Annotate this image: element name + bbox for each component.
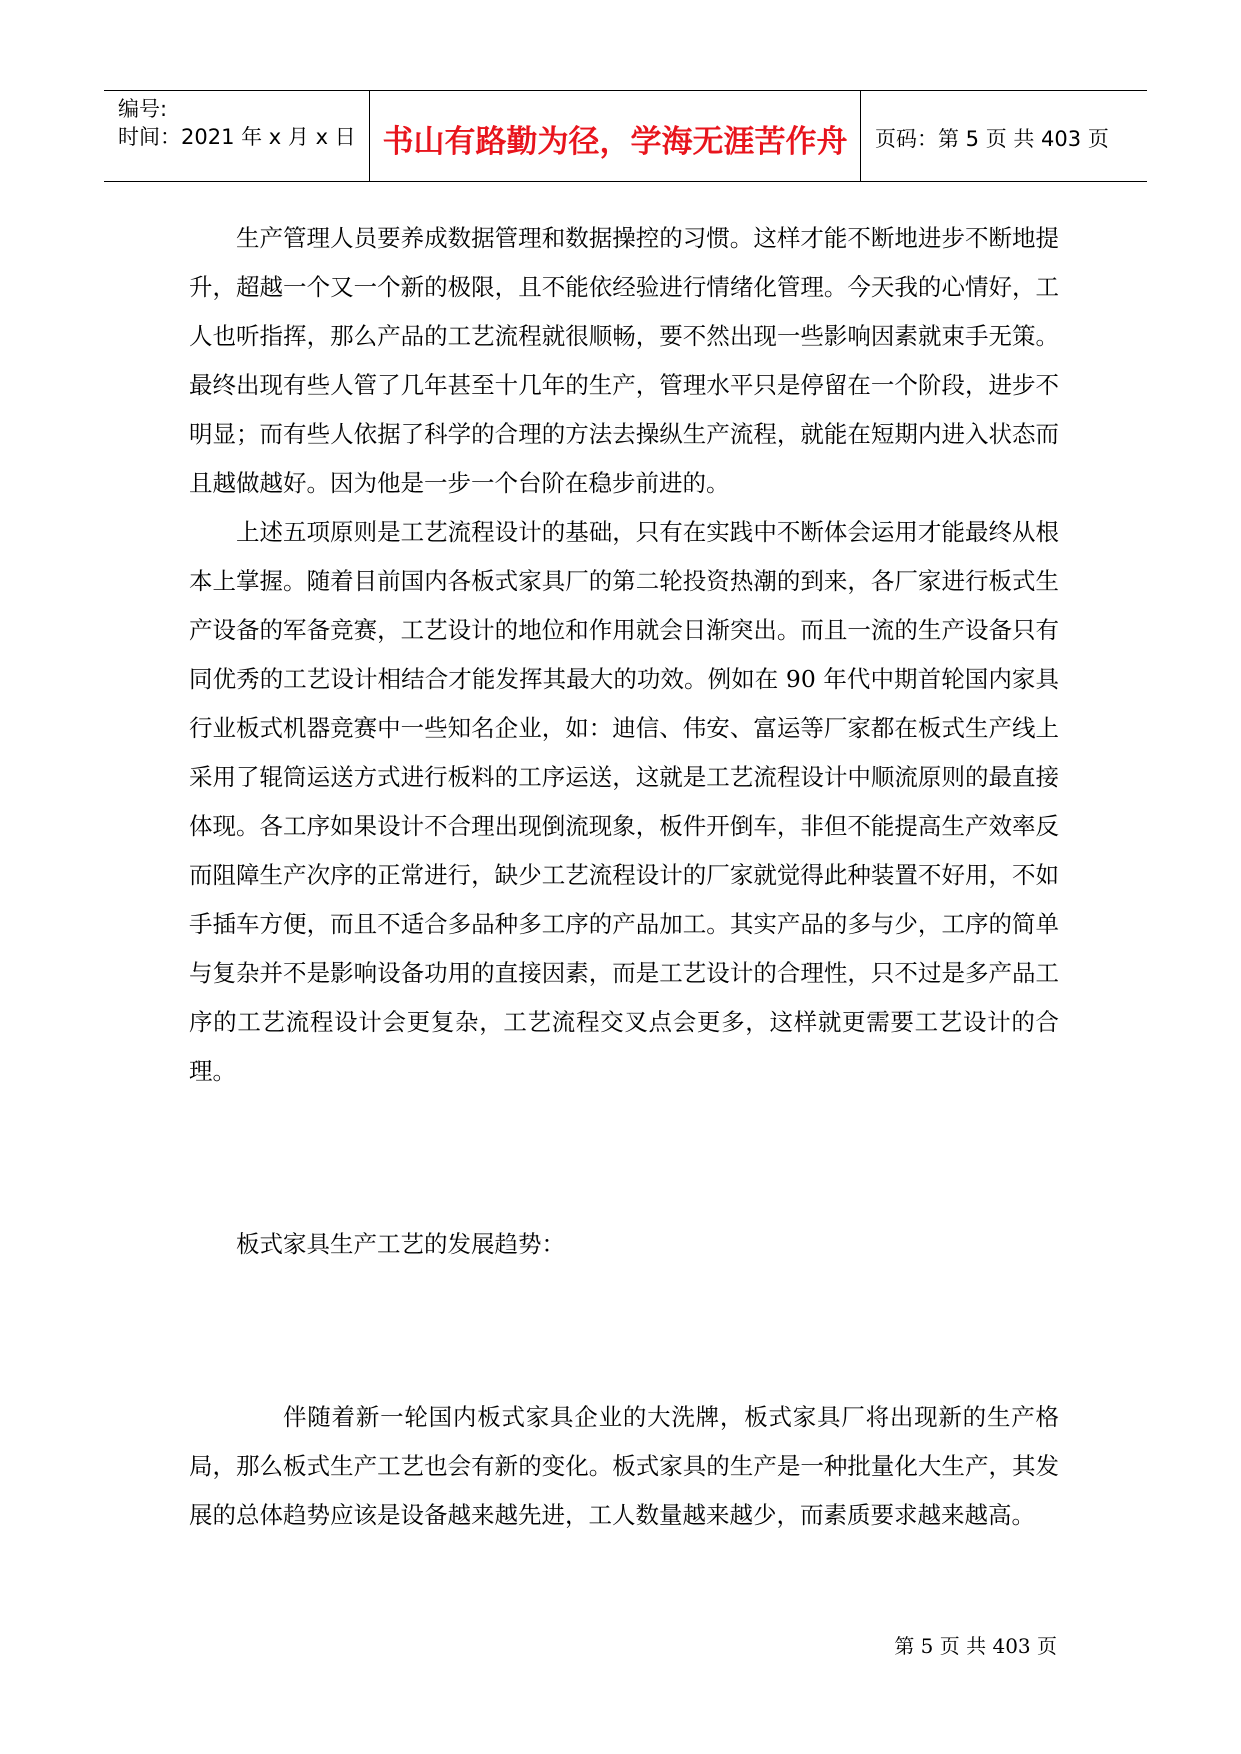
page-header <box>104 90 1147 182</box>
header-meta <box>104 91 370 181</box>
paragraph-3: 伴随着新一轮国内板式家具企业的大洗牌，板式家具厂将出现新的生产格局，那么板式生产工艺也会有新的变化。板式家具的生产是一种批量化大生产，其发展的总体趋势应该是设备越来越先进，工人数量越来越少，而素质要求越来越高。 <box>189 1403 1059 1529</box>
document-body <box>189 214 1059 1540</box>
serial-label: 编号: <box>118 97 168 121</box>
section-heading: 板式家具生产工艺的发展趋势： <box>236 1230 565 1258</box>
header-motto: 书山有路勤为径，学海无涯苦作舟 <box>370 91 861 181</box>
header-page-label: 页码：第 5 页 共 403 页 <box>875 127 1109 151</box>
time-label: 时间：2021 年 x 月 x 日 <box>118 125 356 149</box>
paragraph-2: 上述五项原则是工艺流程设计的基础，只有在实践中不断体会运用才能最终从根本上掌握。随着目前国内各板式家具厂的第二轮投资热潮的到来，各厂家进行板式生产设备的军备竞赛，工艺设计的地位和作用就会日渐突出。而且一流的生产设备只有同优秀的工艺设计相结合才能发挥其最大的功效。例如在 90 年代中期首轮国内家具行业板式机器竞赛中一些知名企业，如：迪信、伟安、富运等厂家都在板式生产线上采用了辊筒运送方式进行板料的工序运送，这就是工艺流程设计中顺流原则的最直接体现。各工序如果设计不合理出现倒流现象，板件开倒车，非但不能提高生产效率反而阻障生产次序的正常进行，缺少工艺流程设计的厂家就觉得此种装置不好用，不如手插车方便，而且不适合多品种多工序的产品加工。其实产品的多与少，工序的简单与复杂并不是影响设备功用的直接因素，而是工艺设计的合理性，只不过是多产品工序的工艺流程设计会更复杂，工艺流程交叉点会更多，这样就更需要工艺设计的合理。 <box>189 518 1059 1085</box>
paragraph-1: 生产管理人员要养成数据管理和数据操控的习惯。这样才能不断地进步不断地提升，超越一个又一个新的极限，且不能依经验进行情绪化管理。今天我的心情好，工人也听指挥，那么产品的工艺流程就很顺畅，要不然出现一些影响因素就束手无策。最终出现有些人管了几年甚至十几年的生产，管理水平只是停留在一个阶段，进步不明显；而有些人依据了科学的合理的方法去操纵生产流程，就能在短期内进入状态而且越做越好。因为他是一步一个台阶在稳步前进的。 <box>189 224 1059 497</box>
page-footer: 第 5 页 共 403 页 <box>894 1634 1057 1658</box>
